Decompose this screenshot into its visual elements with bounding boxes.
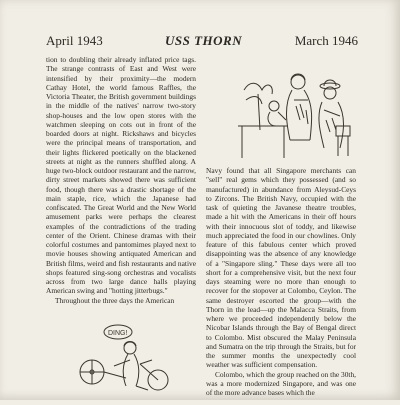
- sailor-cartoon-illustration: [236, 60, 356, 160]
- left-paragraph-1: tion to doubling their already inflated price tags. The strange contrasts of East and West were intensified by their proximity—the modern Cathay Hotel, the world famous Raffles, the Victoria Theater, the British government buildings in the middle of the natives' narrow two-story shop-houses and the low open stores with the watchmen sleeping on cots out in front of the boarded doors at night. Rickshaws and bicycles were the principal means of transportation, and their lights flickered poetically on the blackened streets at night as the runners shuffled along. A huge two-block outdoor restaurant and the narrow, dirty street markets showed there was sufficient food, though there was a drastic shortage of the main staple, rice, which the Japanese had confiscated. The Great World and the New World amusement parks were perhaps the clearest examples of the contradictions of the trading center of the Orient. Chinese dramas with their colorful costumes and pantomimes played next to movie houses showing antiquated American and British films, weird and fish restaurants and native shops featured sing-song orchestras and vocalists across from two large dance halls playing American swing and "hotting jitterbugs.": [46, 55, 196, 296]
- header-ship-name: USS THORN: [165, 33, 243, 48]
- ding-sound-text: DING!: [108, 330, 128, 337]
- right-paragraph-1: Navy found that all Singapore merchants can "sell" real gems which they possessed (and so manufactured) in abundance from Aleysud-Ceys to Zircons. The British Navy, occupied with the task of quieting the Javanese theatre troubles, made a hit with the Americans in their off hours with their innocuous slot of toddy, and likewise much appreciated the food in our chowlines. Only feature of this fabulous center which proved disappointing was the absence of any knowledge of a "Singapore sling." These days were all too short for a comprehensive visit, but the next four days steaming were no more than enough to recover for the stopover at Colombo, Ceylon. The same destroyer escorted the group—with the Thorn in the lead—up the Malacca Straits, from where we proceeded independently below the Nicobar Islands through the Bay of Bengal direct to Colombo. Mist obscured the Malay Peninsula and Sumatra on the trip through the Straits, but for the summer months the unexpectedly cool weather was sufficient compensation.: [206, 166, 356, 370]
- running-header: [0, 33, 400, 53]
- header-end-date: March 1946: [294, 33, 358, 48]
- right-paragraph-2: Colombo, which the group reached on the 30th, was a more modernized Singapore, and was one of the more advance bases which the: [206, 369, 356, 397]
- left-paragraph-2: Throughout the three days the American: [55, 295, 175, 305]
- rickshaw-bell-cartoon-illustration: [78, 320, 178, 400]
- right-text-column: [206, 166, 356, 400]
- header-start-date: April 1943: [46, 33, 103, 48]
